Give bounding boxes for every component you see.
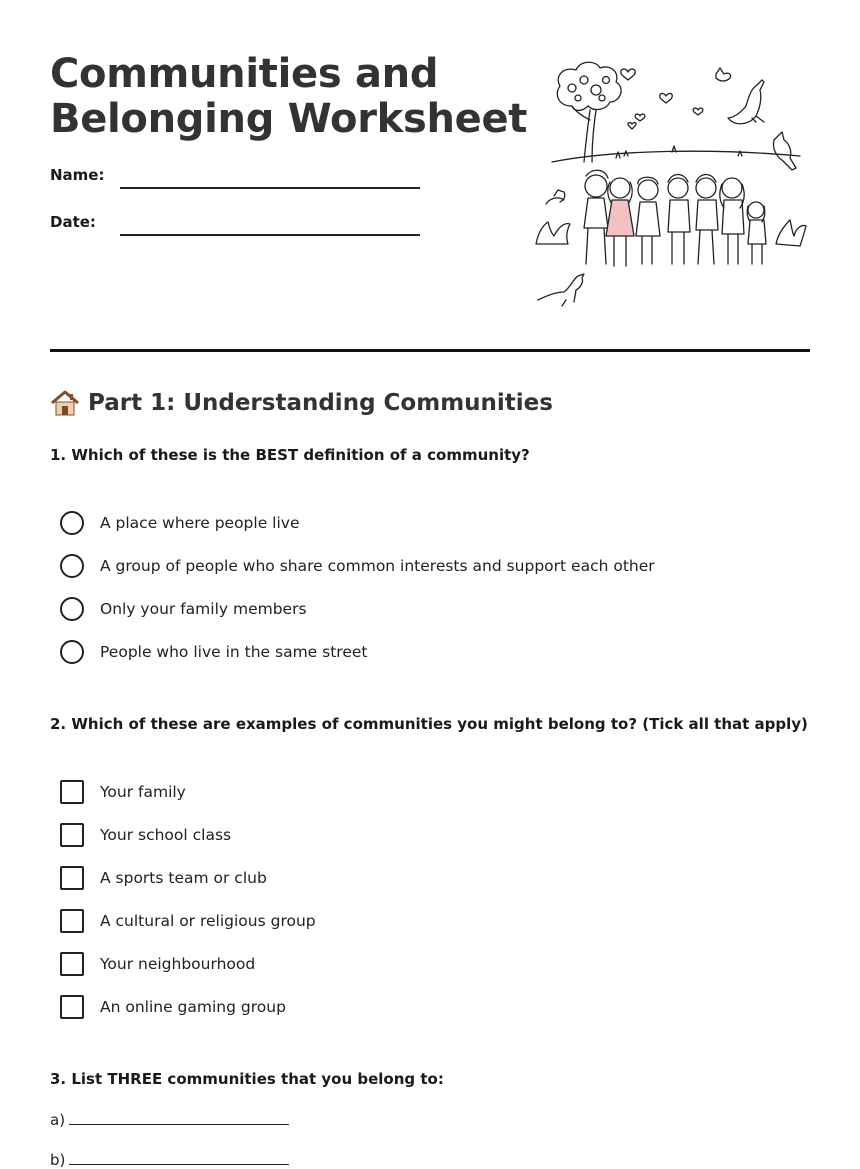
title-line-2: Belonging Worksheet	[50, 96, 528, 142]
question-3: 3. List THREE communities that you belong to:	[50, 1070, 444, 1088]
option-label: Your neighbourhood	[100, 955, 256, 973]
worksheet-title	[50, 52, 527, 142]
part1-heading-text: Part 1: Understanding Communities	[88, 390, 553, 416]
q1-option-4[interactable]	[60, 640, 367, 664]
option-label: A cultural or religious group	[100, 912, 316, 930]
q2-option-5[interactable]	[60, 952, 255, 976]
q2-option-3[interactable]	[60, 866, 267, 890]
kangaroo-illustration	[538, 68, 796, 306]
q1-option-3[interactable]	[60, 597, 307, 621]
checkbox[interactable]	[60, 823, 84, 847]
option-label: Your school class	[100, 826, 232, 844]
question-1: 1. Which of these is the BEST definition of a community?	[50, 446, 530, 464]
q2-option-4[interactable]	[60, 909, 316, 933]
title-line-1: Communities and	[50, 51, 439, 97]
q2-option-2[interactable]	[60, 823, 231, 847]
checkbox[interactable]	[60, 866, 84, 890]
q2-option-6[interactable]	[60, 995, 286, 1019]
date-field[interactable]	[120, 234, 420, 236]
question-2: 2. Which of these are examples of communities you might belong to? (Tick all that apply)	[50, 715, 808, 733]
answer-b[interactable]	[50, 1151, 289, 1169]
tree-illustration	[557, 62, 621, 162]
community-illustration	[532, 60, 812, 310]
checkbox[interactable]	[60, 952, 84, 976]
name-field[interactable]	[120, 187, 420, 189]
answer-a[interactable]	[50, 1111, 289, 1129]
q2-option-1[interactable]	[60, 780, 186, 804]
radio-button[interactable]	[60, 511, 84, 535]
option-label: A place where people live	[100, 514, 300, 532]
option-label: Only your family members	[100, 600, 307, 618]
q1-option-1[interactable]	[60, 511, 299, 535]
answer-blank[interactable]	[69, 1112, 289, 1125]
children-group-illustration	[584, 170, 766, 266]
bush-illustration	[536, 222, 570, 244]
checkbox[interactable]	[60, 780, 84, 804]
radio-button[interactable]	[60, 640, 84, 664]
name-label: Name:	[50, 166, 105, 184]
date-label: Date:	[50, 213, 96, 231]
hearts-illustration	[621, 69, 703, 129]
checkbox[interactable]	[60, 909, 84, 933]
answer-label: a)	[50, 1111, 66, 1129]
answer-blank[interactable]	[69, 1152, 289, 1165]
radio-button[interactable]	[60, 554, 84, 578]
option-label: People who live in the same street	[100, 643, 368, 661]
radio-button[interactable]	[60, 597, 84, 621]
option-label: Your family	[100, 783, 186, 801]
answer-label: b)	[50, 1151, 66, 1169]
option-label: A sports team or club	[100, 869, 267, 887]
checkbox[interactable]	[60, 995, 84, 1019]
option-label: A group of people who share common interests and support each other	[100, 557, 655, 575]
house-icon	[50, 388, 80, 418]
ground-line	[552, 151, 800, 162]
q1-option-2[interactable]	[60, 554, 655, 578]
option-label: An online gaming group	[100, 998, 286, 1016]
header-divider	[50, 349, 810, 352]
part1-heading	[50, 388, 553, 418]
